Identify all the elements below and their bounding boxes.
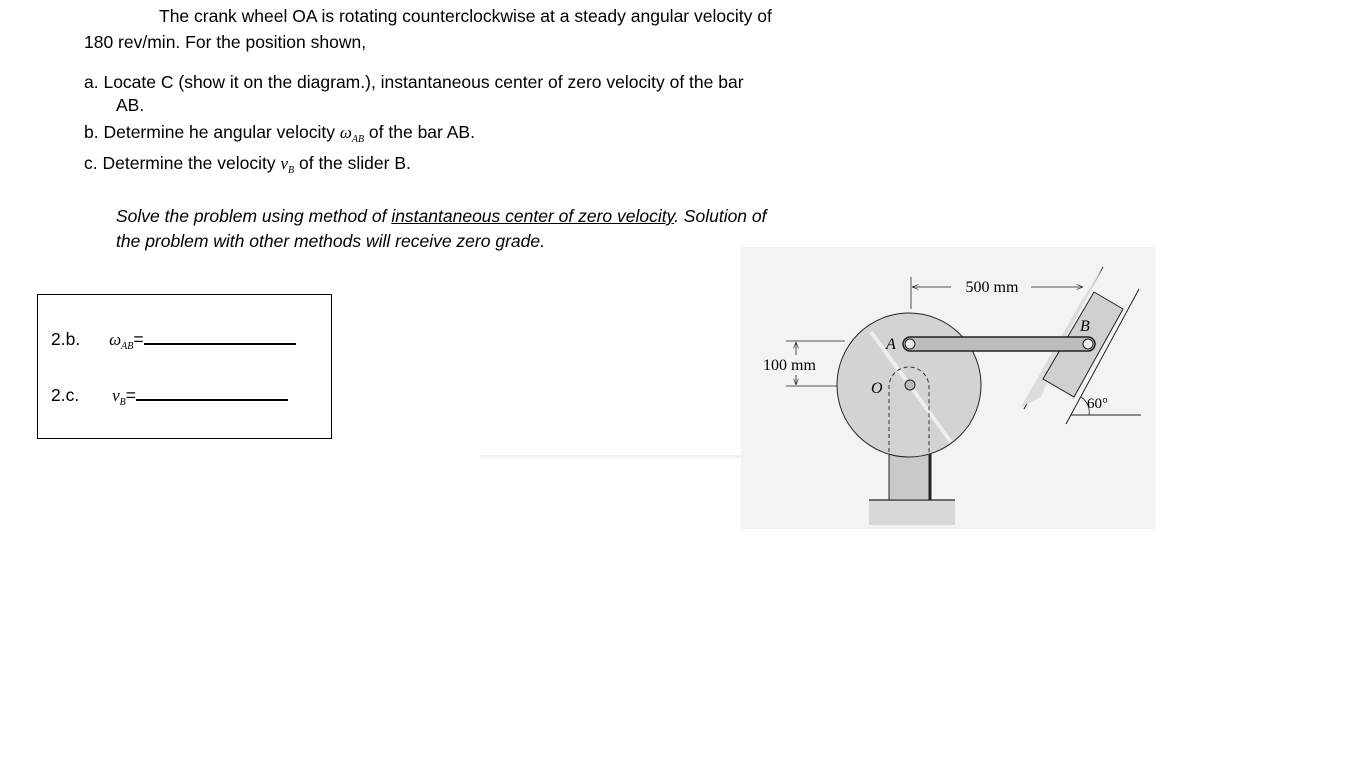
part-c — [84, 153, 411, 181]
velocity-subscript: B — [119, 397, 126, 408]
divider — [480, 455, 742, 458]
answer-label: 2.b. — [51, 329, 81, 349]
pin-a — [905, 339, 915, 349]
intro-line-2: 180 rev/min. For the position shown, — [84, 32, 367, 52]
instruction-line-1 — [116, 206, 767, 226]
answer-box — [37, 294, 332, 439]
velocity-symbol: v — [112, 386, 120, 405]
bar-ab — [903, 337, 1095, 351]
intro-line-1: The crank wheel OA is rotating counterclockwise at a steady angular velocity of — [159, 6, 772, 26]
equals: = — [133, 329, 144, 349]
instruction-post: . Solution of — [674, 206, 767, 226]
part-b-suffix: of the bar AB. — [364, 122, 475, 142]
part-a-line-2: AB. — [116, 95, 145, 115]
omega-symbol: ω — [109, 330, 122, 349]
velocity-subscript: B — [288, 165, 295, 176]
pin-b — [1083, 339, 1093, 349]
dim-500: 500 mm — [965, 279, 1019, 296]
answer-label: 2.c. — [51, 385, 80, 405]
label-o: O — [871, 380, 883, 397]
instruction-underlined: instantaneous center of zero velocity — [391, 206, 675, 226]
label-b: B — [1080, 318, 1090, 335]
label-a: A — [886, 336, 896, 353]
part-c-suffix: of the slider B. — [294, 153, 411, 173]
part-b — [84, 122, 475, 150]
part-c-prefix: c. Determine the velocity — [84, 153, 281, 173]
answer-blank-omega[interactable] — [144, 343, 296, 345]
velocity-symbol: v — [280, 154, 289, 173]
omega-subscript: AB — [351, 134, 365, 145]
pin-o — [905, 380, 915, 390]
crank-slider-diagram — [741, 247, 1155, 529]
part-b-prefix: b. Determine he angular velocity — [84, 122, 340, 142]
dim-100: 100 mm — [763, 357, 816, 374]
ground-hatch — [869, 500, 955, 525]
answer-row-omega — [51, 329, 296, 352]
equals: = — [125, 385, 136, 405]
instruction-pre: Solve the problem using method of — [116, 206, 392, 226]
part-a-line-1: a. Locate C (show it on the diagram.), instantaneous center of zero velocity of the bar — [84, 72, 744, 92]
answer-row-velocity — [51, 385, 288, 408]
instruction-line-2: the problem with other methods will receive zero grade. — [116, 231, 545, 251]
omega-symbol: ω — [339, 123, 352, 142]
omega-subscript: AB — [121, 341, 134, 352]
answer-blank-velocity[interactable] — [136, 399, 288, 401]
angle-label: 60° — [1087, 396, 1108, 412]
